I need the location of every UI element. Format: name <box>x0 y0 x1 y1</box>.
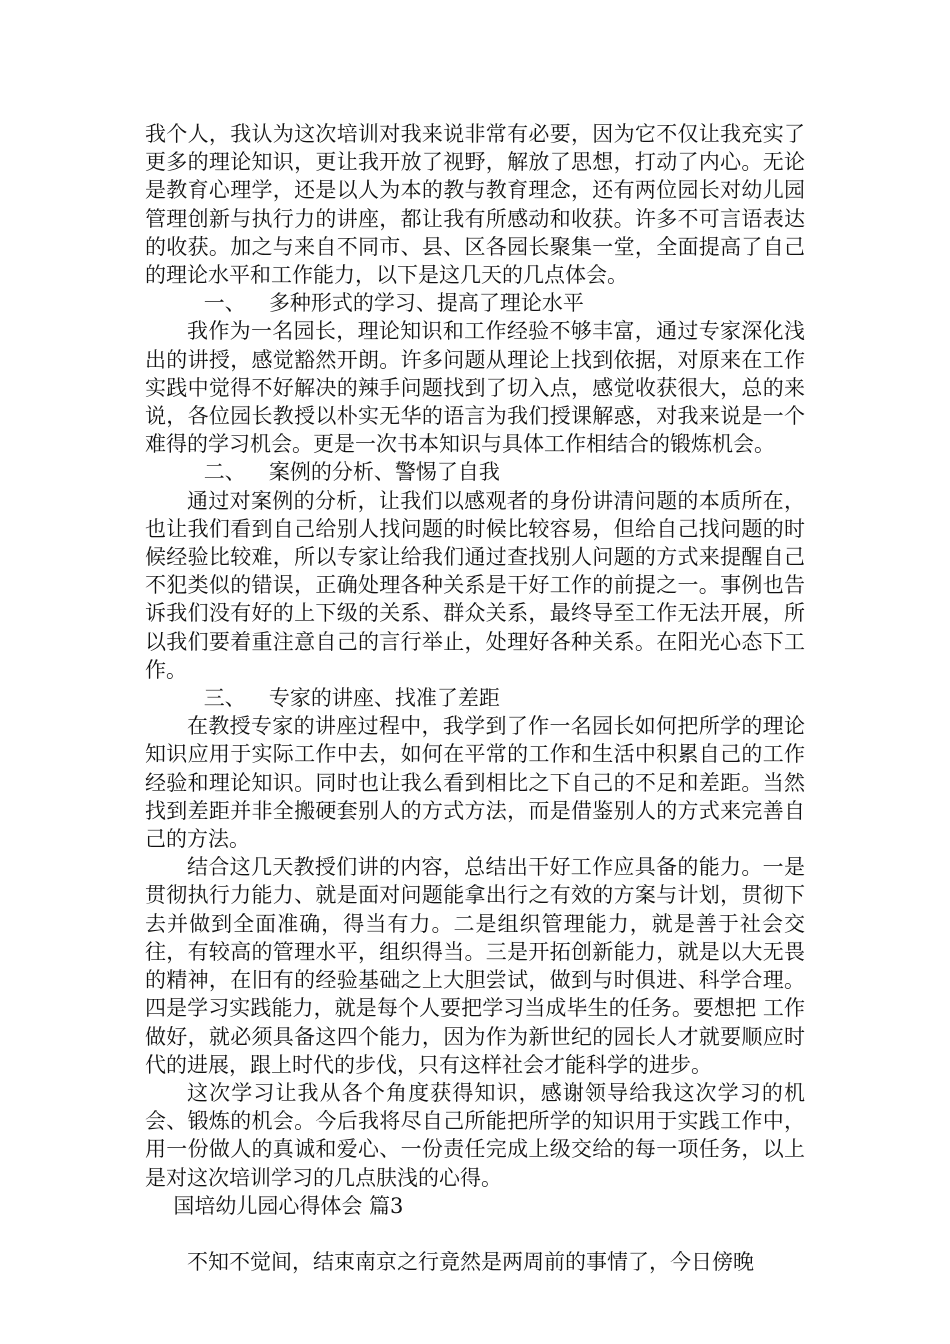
section-body-3: 在教授专家的讲座过程中，我学到了作一名园长如何把所学的理论知识应用于实际工作中去，如何在平常的工作和生活中积累自己的工作经验和理论知识。同时也让我么看到相比之下自己的不足和差距。当然找到差距并非全搬硬套别人的方式方法，而是借鉴别人的方式来完善自己的方法。 <box>145 714 805 852</box>
section-body-2: 通过对案例的分析，让我们以感观者的身份讲清问题的本质所在，也让我们看到自己给别人找问题的时候比较容易，但给自己找问题的时候经验比较难，所以专家让给我们通过查找别人问题的方式来提醒自己不犯类似的错误，正确处理各种关系是干好工作的前提之一。事例也告诉我们没有好的上下级的关系、群众关系，最终导至工作无法开展，所以我们要着重注意自己的言行举止，处理好各种关系。在阳光心态下工作。 <box>145 488 805 682</box>
section-heading-1 <box>145 289 805 317</box>
intro-paragraph: 我个人，我认为这次培训对我来说非常有必要，因为它不仅让我充实了更多的理论知识，更让我开放了视野，解放了思想，打动了内心。无论是教育心理学，还是以人为本的教与教育理念，还有两位园长对幼儿园管理创新与执行力的讲座，都让我有所感动和收获。许多不可言语表达的收获。加之与来自不同市、县、区各园长聚集一堂，全面提高了自己的理论水平和工作能力，以下是这几天的几点体会。 <box>145 122 805 288</box>
section-heading-3 <box>145 684 805 712</box>
blank-line <box>145 1220 805 1248</box>
next-article-title: 国培幼儿园心得体会 篇3 <box>173 1193 404 1218</box>
ability-paragraph: 结合这几天教授们讲的内容，总结出干好工作应具备的能力。一是贯彻执行力能力、就是面对问题能拿出行之有效的方案与计划，贯彻下去并做到全面准确，得当有力。二是组织管理能力，就是善于社会交往，有较高的管理水平，组织得当。三是开拓创新能力，就是以大无畏的精神，在旧有的经验基础之上大胆尝试，做到与时俱进、科学合理。四是学习实践能力，就是每个人要把学习当成毕生的任务。要想把 工作做好，就必须具备这四个能力，因为作为新世纪的园长人才就要顺应时代的进展，跟上时代的步伐，只有这样社会才能科学的进步。 <box>145 855 805 1077</box>
section-number-3: 三、 <box>203 686 246 711</box>
closing-paragraph: 这次学习让我从各个角度获得知识，感谢领导给我这次学习的机会、锻炼的机会。今后我将尽自己所能把所学的知识用于实践工作中，用一份做人的真诚和爱心、一份责任完成上级交给的每一项任务，以上是对这次培训学习的几点肤浅的心得。 <box>145 1080 805 1190</box>
next-article-paragraph: 不知不觉间，结束南京之行竟然是两周前的事情了，今日傍晚 <box>187 1249 754 1274</box>
section-heading-2 <box>145 458 805 486</box>
section-body-1: 我作为一名园长，理论知识和工作经验不够丰富，通过专家深化浅出的讲授，感觉豁然开朗。许多问题从理论上找到依据，对原来在工作实践中觉得不好解决的辣手问题找到了切入点，感觉收获很大，总的来说，各位园长教授以朴实无华的语言为我们授课解惑，对我来说是一个难得的学习机会。更是一次书本知识与具体工作相结合的锻炼机会。 <box>145 319 805 457</box>
section-number-1: 一、 <box>203 291 246 316</box>
document-page <box>145 120 805 1276</box>
section-title-2: 案例的分析、警惕了自我 <box>268 460 500 485</box>
section-title-3: 专家的讲座、找准了差距 <box>268 686 500 711</box>
section-title-1: 多种形式的学习、提高了理论水平 <box>268 291 584 316</box>
section-number-2: 二、 <box>203 460 246 485</box>
